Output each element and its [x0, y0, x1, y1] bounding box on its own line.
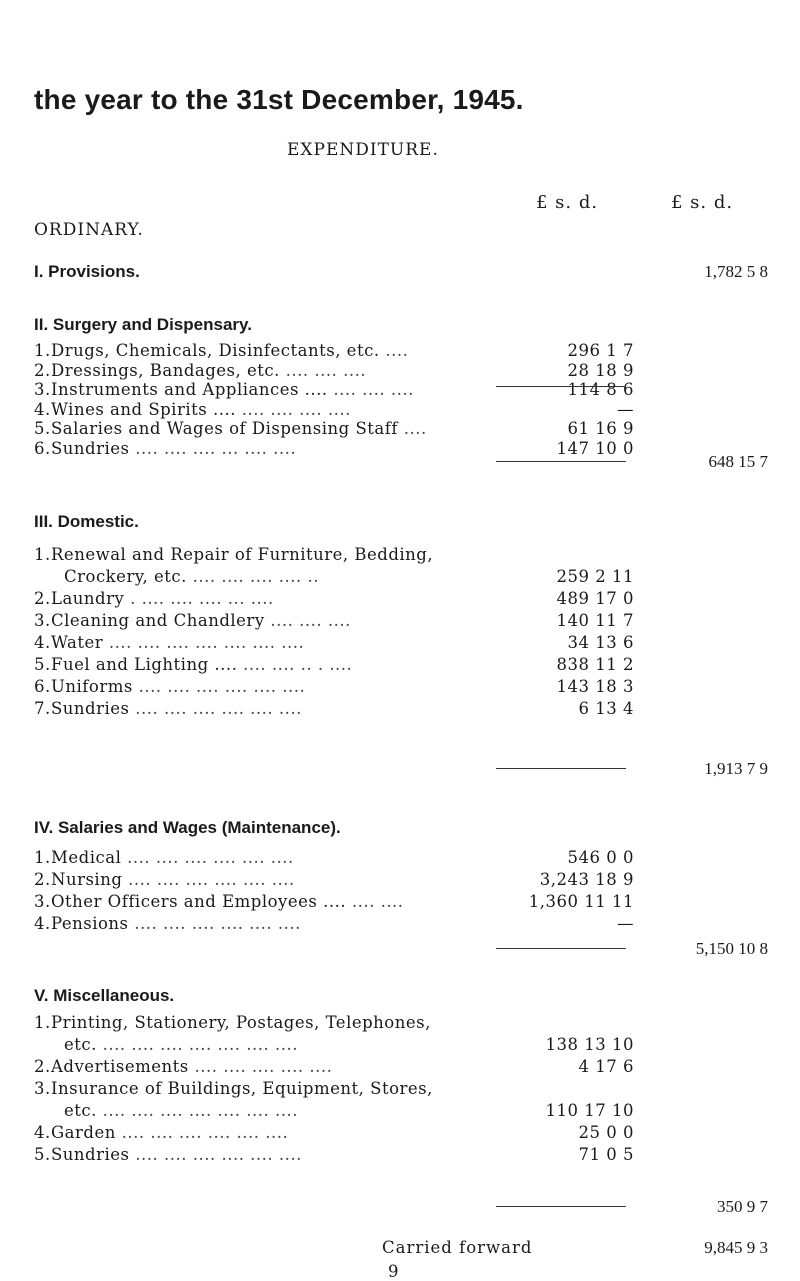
line-item-label — [51, 1079, 433, 1098]
line-item-amount: 147 10 0 — [556, 438, 634, 458]
line-item-text: Advertisements — [51, 1057, 189, 1076]
line-item-label — [51, 380, 414, 399]
line-item-label — [51, 1123, 288, 1142]
leader-dots: .... .... .... .... .... .... — [134, 914, 301, 933]
leader-dots: .... .... .... — [333, 380, 414, 399]
subtotal-rule — [496, 461, 626, 462]
line-item-amount: 143 18 3 — [556, 677, 634, 696]
leader-dots: .... .... .... .... — [241, 399, 351, 419]
leader-dots: .... .... — [351, 892, 404, 911]
line-item — [34, 400, 634, 420]
line-item-text: Instruments and Appliances .... — [51, 380, 328, 399]
line-item-amount: 489 17 0 — [556, 589, 634, 608]
line-item-label — [51, 848, 294, 867]
line-item — [34, 892, 634, 912]
line-item-label — [51, 677, 305, 696]
line-item-amount: 838 11 2 — [556, 655, 634, 674]
leader-dots: .... .... .... ... .... .... — [135, 438, 297, 458]
line-item-amount: 296 1 7 — [567, 341, 634, 360]
line-item-label — [51, 439, 296, 458]
line-item-amount: 6 13 4 — [578, 699, 634, 718]
line-item-label — [51, 870, 295, 889]
line-item-amount: 546 0 0 — [567, 848, 634, 867]
line-item-amount: 1,360 11 11 — [528, 892, 634, 911]
page-title: the year to the 31st December, 1945. — [34, 84, 524, 115]
leader-dots: .... .... .. . .... — [243, 655, 353, 674]
line-item-number: 1. — [34, 1013, 51, 1032]
leader-dots: .... .... .... .... .... .... — [138, 677, 306, 696]
line-item-number: 1. — [34, 848, 51, 867]
page-number: 9 — [388, 1262, 399, 1281]
line-item-label — [51, 1057, 332, 1076]
carried-forward-total: 9,845 9 3 — [704, 1238, 768, 1257]
line-item-text: Printing, Stationery, Postages, Telephones, — [51, 1013, 431, 1032]
subtotal-rule — [496, 1206, 626, 1207]
line-item — [34, 419, 634, 439]
line-item-text: Other Officers and Employees .... — [51, 892, 347, 911]
section-heading-miscellaneous: V. Miscellaneous. — [34, 986, 175, 1005]
line-item-text: etc. — [64, 1101, 97, 1120]
line-item-text: Sundries — [51, 438, 130, 458]
line-item-number: 2. — [34, 589, 51, 608]
line-item — [34, 1123, 634, 1143]
line-item-label — [51, 914, 301, 933]
line-item-amount: 34 13 6 — [567, 633, 634, 652]
section-total-miscellaneous: 350 9 7 — [717, 1197, 768, 1216]
line-item-number: 6. — [34, 438, 51, 458]
subtotal-rule — [496, 948, 626, 949]
line-item — [34, 677, 634, 697]
subtotal-rule — [496, 386, 626, 387]
section-heading-domestic: III. Domestic. — [34, 512, 139, 531]
leader-dots: .... .... .... — [270, 611, 351, 630]
leader-dots: .... .... .... .... .... .... — [135, 699, 302, 718]
leader-dots: .... .... .... .... .. — [192, 567, 319, 586]
line-item-text: Sundries — [51, 1145, 130, 1164]
line-item — [34, 1035, 634, 1055]
leader-dots: .... .... .... .... .... .... — [127, 848, 294, 867]
line-item-text: Laundry — [51, 589, 125, 608]
line-item-number: 4. — [34, 1123, 51, 1142]
line-item-number: 3. — [34, 380, 51, 399]
section-heading-salaries: IV. Salaries and Wages (Maintenance). — [34, 818, 341, 837]
section-total-salaries: 5,150 10 8 — [695, 939, 768, 958]
line-item-label — [51, 341, 408, 360]
section-total-domestic: 1,913 7 9 — [704, 759, 768, 778]
line-item — [34, 633, 634, 653]
leader-dots: .... .... .... — [285, 360, 367, 380]
line-item-text: Medical — [51, 848, 122, 867]
leader-dots: .... .... .... .... .... .... .... — [102, 1035, 298, 1054]
leader-dots: .... — [385, 341, 409, 360]
line-item-label — [51, 1013, 431, 1032]
line-item-amount: 71 0 5 — [578, 1145, 634, 1164]
line-item-label — [51, 892, 404, 911]
line-item-amount: 114 8 6 — [567, 380, 634, 399]
line-item — [34, 1013, 634, 1033]
carried-forward-label: Carried forward — [382, 1238, 533, 1257]
line-item-text: Nursing — [51, 870, 123, 889]
line-item — [34, 341, 634, 361]
line-item-amount: 4 17 6 — [578, 1057, 634, 1076]
line-item-number: 3. — [34, 611, 51, 630]
line-item-text: Garden — [51, 1123, 116, 1142]
line-item — [34, 439, 634, 459]
line-item-text: Water — [51, 633, 104, 652]
line-item — [34, 870, 634, 890]
line-item-label — [51, 545, 433, 564]
line-item-number: 2. — [34, 360, 51, 380]
column-header-right: £ s. d. — [671, 192, 734, 213]
line-item-text: Dressings, Bandages, etc. — [51, 360, 280, 380]
line-item — [34, 1145, 634, 1165]
line-item — [34, 699, 634, 719]
ordinary-label: ORDINARY. — [34, 220, 144, 240]
line-item-label — [51, 361, 366, 380]
section-heading-surgery: II. Surgery and Dispensary. — [34, 315, 252, 334]
line-item-number: 4. — [34, 914, 51, 933]
line-item-number: 5. — [34, 1145, 51, 1164]
line-item-number: 5. — [34, 655, 51, 674]
line-item-amount: — — [617, 399, 634, 419]
line-item-amount: 28 18 9 — [567, 360, 634, 380]
line-item-number: 1. — [34, 545, 51, 564]
leader-dots: .... .... .... .... .... .... .... — [108, 633, 305, 652]
line-item-amount: 61 16 9 — [567, 419, 634, 438]
line-item-amount: 138 13 10 — [545, 1035, 634, 1054]
line-item-label — [51, 611, 351, 630]
line-item — [34, 567, 634, 587]
section-heading-provisions: I. Provisions. — [34, 262, 140, 281]
leader-dots: .... — [403, 419, 427, 438]
line-item-amount: 25 0 0 — [578, 1123, 634, 1142]
line-item-amount: 140 11 7 — [556, 611, 634, 630]
line-item-label — [51, 1145, 302, 1164]
line-item-text: Cleaning and Chandlery — [51, 611, 265, 630]
line-item — [34, 655, 634, 675]
line-item-label — [51, 400, 351, 419]
line-item — [34, 361, 634, 381]
line-item — [34, 1079, 634, 1099]
line-item-number: 2. — [34, 1057, 51, 1076]
line-item-number: 6. — [34, 677, 51, 696]
line-item-text: Renewal and Repair of Furniture, Bedding, — [51, 545, 434, 564]
leader-dots: .... .... .... .... .... — [194, 1057, 333, 1076]
line-item-number: 4. — [34, 399, 51, 419]
line-item — [34, 914, 634, 934]
line-item-text: Sundries — [51, 699, 130, 718]
line-item — [34, 589, 634, 609]
line-item-amount: — — [617, 914, 634, 933]
expenditure-heading: EXPENDITURE. — [287, 140, 439, 160]
line-item-amount: 110 17 10 — [545, 1101, 634, 1120]
line-item-number: 5. — [34, 419, 51, 438]
line-item-text: Wines and Spirits .... — [51, 399, 236, 419]
leader-dots: . .... .... .... ... .... — [130, 589, 274, 608]
leader-dots: .... .... .... .... .... .... — [135, 1145, 302, 1164]
line-item-text: Insurance of Buildings, Equipment, Stores, — [51, 1079, 433, 1098]
section-total-surgery: 648 15 7 — [708, 452, 768, 471]
line-item — [34, 848, 634, 868]
line-item-label — [64, 567, 319, 586]
line-item — [34, 1057, 634, 1077]
line-item-label — [51, 419, 427, 438]
leader-dots: .... .... .... .... .... .... — [121, 1123, 289, 1142]
leader-dots: .... .... .... .... .... .... — [128, 870, 295, 889]
line-item-label — [51, 699, 302, 718]
line-item-amount: 259 2 11 — [556, 567, 634, 586]
line-item — [34, 611, 634, 631]
line-item-number: 2. — [34, 870, 51, 889]
line-item-text: Pensions — [51, 914, 129, 933]
line-item — [34, 380, 634, 400]
line-item-number: 4. — [34, 633, 51, 652]
line-item-text: Drugs, Chemicals, Disinfectants, etc. — [51, 341, 380, 360]
line-item-text: Salaries and Wages of Dispensing Staff — [51, 419, 398, 438]
line-item-label — [64, 1101, 298, 1120]
line-item — [34, 1101, 634, 1121]
line-item-label — [51, 589, 274, 608]
line-item — [34, 545, 634, 565]
line-item-number: 3. — [34, 892, 51, 911]
line-item-number: 1. — [34, 341, 51, 360]
line-item-text: Uniforms — [51, 677, 133, 696]
line-item-label — [51, 655, 352, 674]
line-item-amount: 3,243 18 9 — [539, 870, 634, 889]
line-item-text: Crockery, etc. — [64, 567, 187, 586]
section-total-provisions: 1,782 5 8 — [704, 262, 768, 281]
subtotal-rule — [496, 768, 626, 769]
line-item-text: Fuel and Lighting .... — [51, 655, 238, 674]
line-item-number: 3. — [34, 1079, 51, 1098]
line-item-text: etc. — [64, 1035, 97, 1054]
line-item-number: 7. — [34, 699, 51, 718]
leader-dots: .... .... .... .... .... .... .... — [102, 1101, 298, 1120]
column-header-left: £ s. d. — [536, 192, 599, 213]
line-item-label — [64, 1035, 298, 1054]
line-item-label — [51, 633, 304, 652]
